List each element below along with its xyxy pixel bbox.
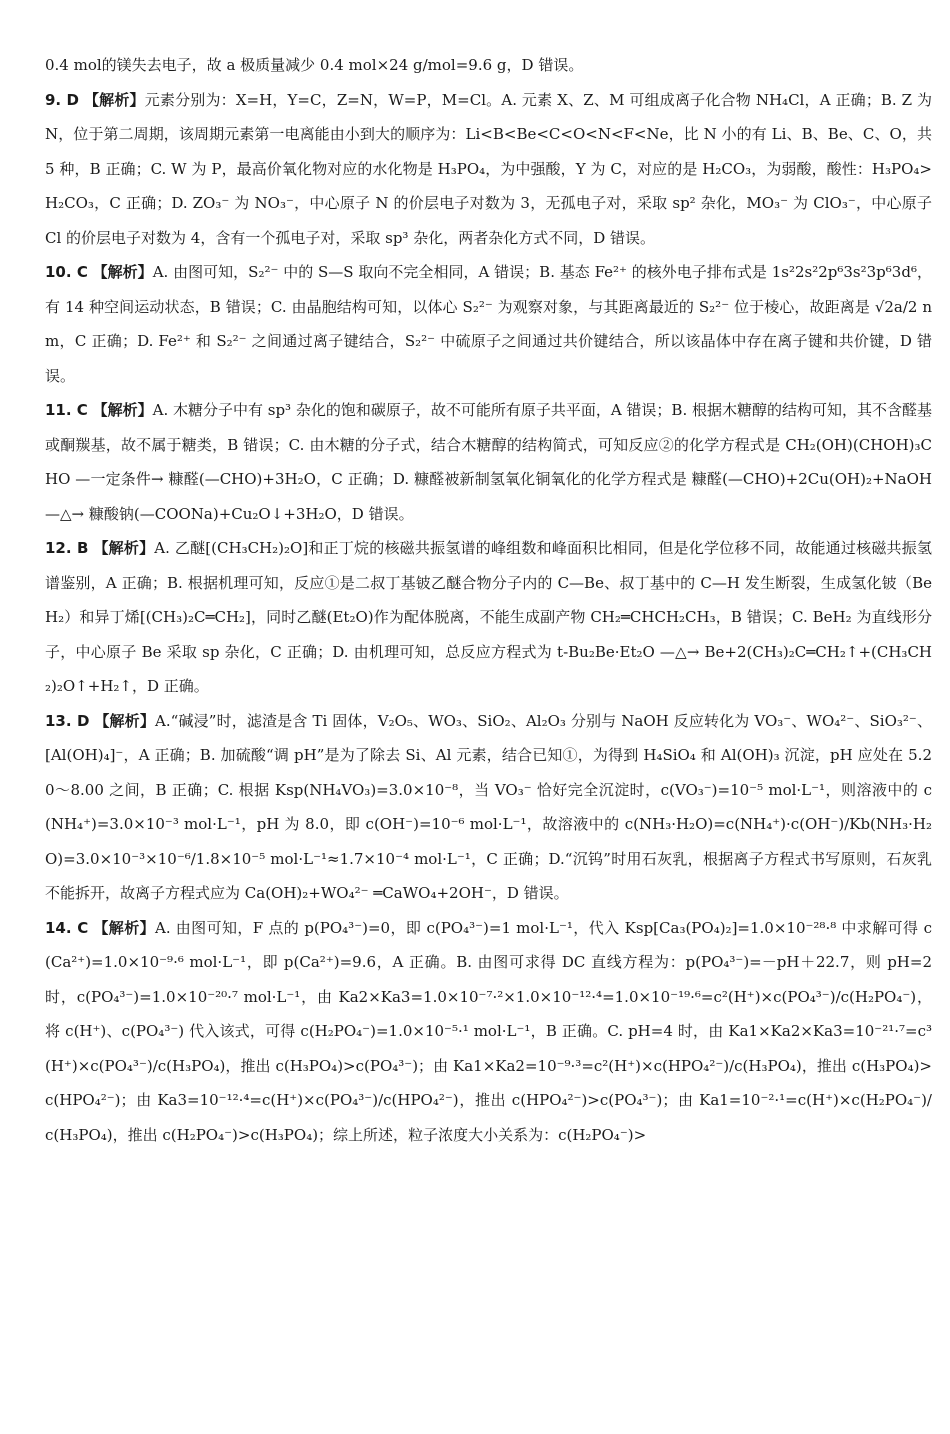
- analysis-tag: 【解析】: [83, 90, 145, 109]
- answer-item-9: [45, 83, 932, 256]
- paragraph-text: A. 由图可知，F 点的 p(PO₄³⁻)=0，即 c(PO₄³⁻)=1 mol·L⁻¹，代入 Ksp[Ca₃(PO₄)₂]=1.0×10⁻²⁸·⁸ 中求解可得 c(Ca²⁺)=1.0×10⁻⁹·⁶ mol·L⁻¹，即 p(Ca²⁺)=9.6，A 正确。B. 由图可求得 DC 直线方程为：p(PO₄³⁻)=－pH＋22.7，则 pH=2 时，c(PO₄³⁻)=1.0×10⁻²⁰·⁷ mol·L⁻¹，由 Ka2×Ka3=1.0×10⁻⁷·²×1.0×10⁻¹²·⁴=1.0×10⁻¹⁹·⁶=c²(H⁺)×c(PO₄³⁻)/c(H₂PO₄⁻)，将 c(H⁺)、c(PO₄³⁻) 代入该式，可得 c(H₂PO₄⁻)=1.0×10⁻⁵·¹ mol·L⁻¹，B 正确。C. pH=4 时，由 Ka1×Ka2×Ka3=10⁻²¹·⁷=c³(H⁺)×c(PO₄³⁻)/c(H₃PO₄)，推出 c(H₃PO₄)>c(PO₄³⁻)；由 Ka1×Ka2=10⁻⁹·³=c²(H⁺)×c(HPO₄²⁻)/c(H₃PO₄)，推出 c(H₃PO₄)>c(HPO₄²⁻)；由 Ka3=10⁻¹²·⁴=c(H⁺)×c(PO₄³⁻)/c(HPO₄²⁻)，推出 c(HPO₄²⁻)>c(PO₄³⁻)；由 Ka1=10⁻²·¹=c(H⁺)×c(H₂PO₄⁻)/c(H₃PO₄)，推出 c(H₂PO₄⁻)>c(H₃PO₄)；综上所述，粒子浓度大小关系为：c(H₂PO₄⁻)>: [45, 918, 932, 1144]
- analysis-tag: 【解析】: [92, 401, 153, 419]
- paragraph-continuation: [45, 48, 932, 83]
- analysis-tag: 【解析】: [93, 539, 155, 557]
- answer-number: 9. D: [45, 90, 79, 109]
- analysis-tag: 【解析】: [93, 918, 155, 937]
- answer-item-11: [45, 393, 932, 531]
- analysis-tag: 【解析】: [94, 711, 156, 730]
- answer-number: 11. C: [45, 401, 88, 419]
- paragraph-text: A. 木糖分子中有 sp³ 杂化的饱和碳原子，故不可能所有原子共平面，A 错误；B. 根据木糖醇的结构可知，其不含醛基或酮羰基，故不属于糖类，B 错误；C. 由木糖的分子式，结合木糖醇的结构简式，可知反应②的化学方程式是 CH₂(OH)(CHOH)₃CHO —一定条件→ 糠醛(—CHO)+3H₂O，C 正确；D. 糠醛被新制氢氧化铜氧化的化学方程式是 糠醛(—CHO)+2Cu(OH)₂+NaOH —△→ 糠酸钠(—COONa)+Cu₂O↓+3H₂O，D 错误。: [45, 401, 932, 523]
- paragraph-text: 元素分别为：X=H，Y=C，Z=N，W=P，M=Cl。A. 元素 X、Z、M 可组成离子化合物 NH₄Cl，A 正确；B. Z 为 N，位于第二周期，该周期元素第一电离能由小到大的顺序为：Li<B<Be<C<O<N<F<Ne，比 N 小的有 Li、B、Be、C、O，共 5 种，B 正确；C. W 为 P，最高价氧化物对应的水化物是 H₃PO₄，为中强酸，Y 为 C，对应的是 H₂CO₃，为弱酸，酸性：H₃PO₄>H₂CO₃，C 正确；D. ZO₃⁻ 为 NO₃⁻，中心原子 N 的价层电子对数为 3，无孤电子对，采取 sp² 杂化，MO₃⁻ 为 ClO₃⁻，中心原子 Cl 的价层电子对数为 4，含有一个孤电子对，采取 sp³ 杂化，两者杂化方式不同，D 错误。: [45, 90, 932, 247]
- answer-item-14: [45, 911, 932, 1153]
- answer-number: 10. C: [45, 263, 88, 281]
- paragraph-text: 0.4 mol的镁失去电子，故 a 极质量减少 0.4 mol×24 g/mol=9.6 g，D 错误。: [45, 56, 584, 74]
- answer-item-12: [45, 531, 932, 704]
- paragraph-text: A. 乙醚[(CH₃CH₂)₂O]和正丁烷的核磁共振氢谱的峰组数和峰面积比相同，但是化学位移不同，故能通过核磁共振氢谱鉴别，A 正确；B. 根据机理可知，反应①是二叔丁基铍乙醚合物分子内的 C—Be、叔丁基中的 C—H 发生断裂，生成氢化铍（BeH₂）和异丁烯[(CH₃)₂C═CH₂]，同时乙醚(Et₂O)作为配体脱离，不能生成副产物 CH₂═CHCH₂CH₃，B 错误；C. BeH₂ 为直线形分子，中心原子 Be 采取 sp 杂化，C 正确；D. 由机理可知，总反应方程式为 t-Bu₂Be·Et₂O —△→ Be+2(CH₃)₂C═CH₂↑+(CH₃CH₂)₂O↑+H₂↑，D 正确。: [45, 539, 932, 695]
- paragraph-text: A.“碱浸”时，滤渣是含 Ti 固体，V₂O₅、WO₃、SiO₂、Al₂O₃ 分别与 NaOH 反应转化为 VO₃⁻、WO₄²⁻、SiO₃²⁻、[Al(OH)₄]⁻，A 正确；B. 加硫酸“调 pH”是为了除去 Si、Al 元素，结合已知①，为得到 H₄SiO₄ 和 Al(OH)₃ 沉淀，pH 应处在 5.20～8.00 之间，B 正确；C. 根据 Ksp(NH₄VO₃)=3.0×10⁻⁸，当 VO₃⁻ 恰好完全沉淀时，c(VO₃⁻)=10⁻⁵ mol·L⁻¹，则溶液中的 c(NH₄⁺)=3.0×10⁻³ mol·L⁻¹，pH 为 8.0，即 c(OH⁻)=10⁻⁶ mol·L⁻¹，故溶液中的 c(NH₃·H₂O)=c(NH₄⁺)·c(OH⁻)/Kb(NH₃·H₂O)=3.0×10⁻³×10⁻⁶/1.8×10⁻⁵ mol·L⁻¹≈1.7×10⁻⁴ mol·L⁻¹，C 正确；D.“沉钨”时用石灰乳，根据离子方程式书写原则，石灰乳不能拆开，故离子方程式应为 Ca(OH)₂+WO₄²⁻ ═CaWO₄+2OH⁻，D 错误。: [45, 711, 932, 902]
- answer-number: 12. B: [45, 539, 89, 557]
- answer-number: 13. D: [45, 711, 90, 730]
- answer-item-10: [45, 255, 932, 393]
- answer-number: 14. C: [45, 918, 89, 937]
- paragraph-text: A. 由图可知，S₂²⁻ 中的 S—S 取向不完全相同，A 错误；B. 基态 Fe²⁺ 的核外电子排布式是 1s²2s²2p⁶3s²3p⁶3d⁶，有 14 种空间运动状态，B 错误；C. 由晶胞结构可知，以体心 S₂²⁻ 为观察对象，与其距离最近的 S₂²⁻ 位于棱心，故距离是 √2a/2 nm，C 正确；D. Fe²⁺ 和 S₂²⁻ 之间通过离子键结合，S₂²⁻ 中硫原子之间通过共价键结合，所以该晶体中存在离子键和共价键，D 错误。: [45, 263, 932, 385]
- answer-item-13: [45, 704, 932, 911]
- analysis-tag: 【解析】: [92, 263, 153, 281]
